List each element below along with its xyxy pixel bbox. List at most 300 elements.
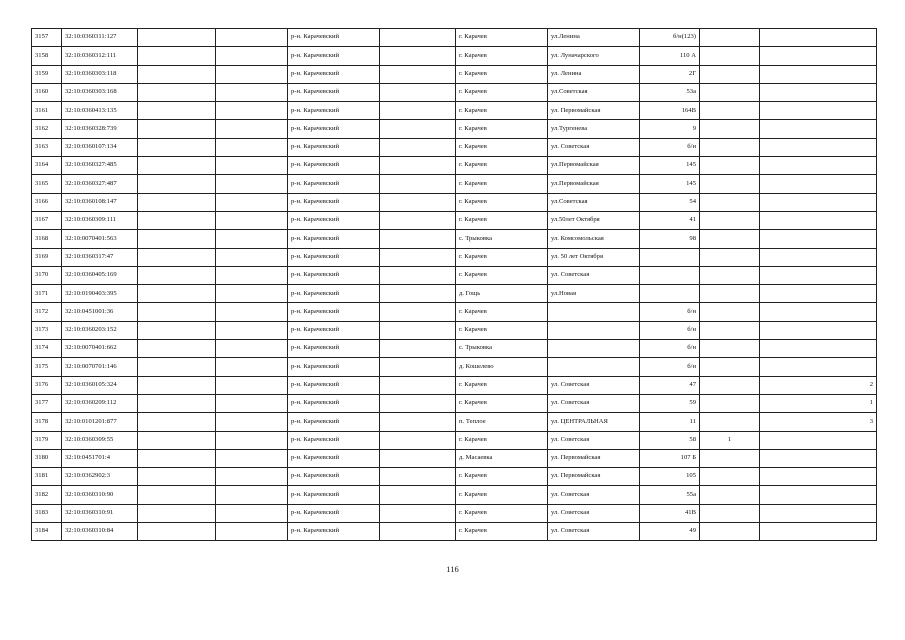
extra-col-2-cell: [760, 486, 877, 504]
table-row: [32, 449, 877, 467]
district-cell: р-н. Карачевский: [288, 65, 380, 83]
empty-col-1-cell: [138, 65, 216, 83]
row-number-cell: 3168: [32, 230, 62, 248]
street-cell: ул.Советская: [548, 83, 640, 101]
table-row: [32, 266, 877, 284]
empty-col-2-cell: [216, 394, 288, 412]
locality-cell: г. Карачев: [456, 266, 548, 284]
district-cell: р-н. Карачевский: [288, 29, 380, 47]
extra-col-1-cell: 1: [700, 431, 760, 449]
empty-col-3-cell: [380, 175, 456, 193]
empty-col-3-cell: [380, 449, 456, 467]
cadastral-number-cell: 32:10:0360203:152: [62, 321, 138, 339]
row-number-cell: 3164: [32, 157, 62, 175]
row-number-cell: 3179: [32, 431, 62, 449]
street-cell: ул.50лет Октября: [548, 211, 640, 229]
extra-col-2-cell: 2: [760, 376, 877, 394]
table-row: [32, 340, 877, 358]
house-number-cell: 54: [640, 193, 700, 211]
extra-col-2-cell: [760, 248, 877, 266]
cadastral-number-cell: 32:10:0360310:91: [62, 504, 138, 522]
extra-col-1-cell: [700, 47, 760, 65]
row-number-cell: 3181: [32, 468, 62, 486]
table-row: [32, 431, 877, 449]
empty-col-1-cell: [138, 376, 216, 394]
street-cell: ул. ЦЕНТРАЛЬНАЯ: [548, 413, 640, 431]
empty-col-3-cell: [380, 47, 456, 65]
locality-cell: г. Карачев: [456, 504, 548, 522]
locality-cell: г. Карачев: [456, 47, 548, 65]
table-row: [32, 175, 877, 193]
table-row: [32, 230, 877, 248]
district-cell: р-н. Карачевский: [288, 138, 380, 156]
district-cell: р-н. Карачевский: [288, 266, 380, 284]
cadastral-number-cell: 32:10:0070401:563: [62, 230, 138, 248]
extra-col-2-cell: [760, 29, 877, 47]
empty-col-3-cell: [380, 120, 456, 138]
house-number-cell: 49: [640, 523, 700, 541]
district-cell: р-н. Карачевский: [288, 303, 380, 321]
empty-col-3-cell: [380, 413, 456, 431]
cadastral-number-cell: 32:10:0070401:662: [62, 340, 138, 358]
cadastral-number-cell: 32:10:0451001:36: [62, 303, 138, 321]
extra-col-2-cell: [760, 211, 877, 229]
empty-col-3-cell: [380, 211, 456, 229]
district-cell: р-н. Карачевский: [288, 358, 380, 376]
house-number-cell: 11: [640, 413, 700, 431]
extra-col-1-cell: [700, 504, 760, 522]
empty-col-1-cell: [138, 468, 216, 486]
locality-cell: г. Карачев: [456, 120, 548, 138]
extra-col-2-cell: 3: [760, 413, 877, 431]
extra-col-1-cell: [700, 102, 760, 120]
table-row: [32, 29, 877, 47]
locality-cell: г. Карачев: [456, 138, 548, 156]
district-cell: р-н. Карачевский: [288, 486, 380, 504]
empty-col-1-cell: [138, 120, 216, 138]
extra-col-1-cell: [700, 230, 760, 248]
table-body: [32, 29, 877, 541]
street-cell: [548, 303, 640, 321]
extra-col-2-cell: 1: [760, 394, 877, 412]
empty-col-3-cell: [380, 65, 456, 83]
district-cell: р-н. Карачевский: [288, 230, 380, 248]
house-number-cell: 59: [640, 394, 700, 412]
locality-cell: г. Карачев: [456, 376, 548, 394]
district-cell: р-н. Карачевский: [288, 504, 380, 522]
district-cell: р-н. Карачевский: [288, 157, 380, 175]
cadastral-number-cell: 32:10:0360317:47: [62, 248, 138, 266]
street-cell: ул.Первомайская: [548, 175, 640, 193]
street-cell: [548, 340, 640, 358]
street-cell: ул. Первомайская: [548, 449, 640, 467]
empty-col-1-cell: [138, 413, 216, 431]
empty-col-2-cell: [216, 175, 288, 193]
extra-col-2-cell: [760, 83, 877, 101]
cadastral-number-cell: 32:10:0360310:90: [62, 486, 138, 504]
empty-col-1-cell: [138, 47, 216, 65]
locality-cell: г. Карачев: [456, 157, 548, 175]
table-row: [32, 321, 877, 339]
extra-col-1-cell: [700, 358, 760, 376]
district-cell: р-н. Карачевский: [288, 431, 380, 449]
street-cell: ул. Советская: [548, 138, 640, 156]
empty-col-1-cell: [138, 449, 216, 467]
empty-col-1-cell: [138, 211, 216, 229]
street-cell: ул. Первомайская: [548, 468, 640, 486]
table-row: [32, 504, 877, 522]
cadastral-number-cell: 32:10:0360105:324: [62, 376, 138, 394]
extra-col-1-cell: [700, 376, 760, 394]
extra-col-2-cell: [760, 449, 877, 467]
empty-col-2-cell: [216, 321, 288, 339]
district-cell: р-н. Карачевский: [288, 321, 380, 339]
row-number-cell: 3165: [32, 175, 62, 193]
extra-col-2-cell: [760, 102, 877, 120]
empty-col-2-cell: [216, 83, 288, 101]
extra-col-1-cell: [700, 340, 760, 358]
extra-col-2-cell: [760, 47, 877, 65]
cadastral-number-cell: 32:10:0360309:111: [62, 211, 138, 229]
empty-col-2-cell: [216, 376, 288, 394]
extra-col-1-cell: [700, 83, 760, 101]
district-cell: р-н. Карачевский: [288, 449, 380, 467]
empty-col-3-cell: [380, 248, 456, 266]
extra-col-1-cell: [700, 523, 760, 541]
table-row: [32, 65, 877, 83]
cadastral-number-cell: 32:10:0360312:111: [62, 47, 138, 65]
empty-col-3-cell: [380, 321, 456, 339]
empty-col-1-cell: [138, 102, 216, 120]
extra-col-2-cell: [760, 175, 877, 193]
district-cell: р-н. Карачевский: [288, 193, 380, 211]
house-number-cell: 41: [640, 211, 700, 229]
empty-col-3-cell: [380, 266, 456, 284]
extra-col-1-cell: [700, 157, 760, 175]
empty-col-3-cell: [380, 138, 456, 156]
cadastral-number-cell: 32:10:0360107:134: [62, 138, 138, 156]
locality-cell: г. Карачев: [456, 431, 548, 449]
empty-col-2-cell: [216, 266, 288, 284]
extra-col-1-cell: [700, 138, 760, 156]
empty-col-2-cell: [216, 211, 288, 229]
table-row: [32, 413, 877, 431]
house-number-cell: [640, 248, 700, 266]
house-number-cell: б/н: [640, 138, 700, 156]
empty-col-2-cell: [216, 413, 288, 431]
house-number-cell: б/н: [640, 358, 700, 376]
locality-cell: г. Карачев: [456, 486, 548, 504]
row-number-cell: 3162: [32, 120, 62, 138]
cadastral-number-cell: 32:10:0360309:55: [62, 431, 138, 449]
row-number-cell: 3166: [32, 193, 62, 211]
street-cell: ул.Ленина: [548, 29, 640, 47]
empty-col-1-cell: [138, 230, 216, 248]
extra-col-2-cell: [760, 523, 877, 541]
extra-col-2-cell: [760, 157, 877, 175]
extra-col-2-cell: [760, 120, 877, 138]
extra-col-1-cell: [700, 120, 760, 138]
extra-col-1-cell: [700, 321, 760, 339]
house-number-cell: 145: [640, 175, 700, 193]
empty-col-1-cell: [138, 285, 216, 303]
locality-cell: с. Трыковка: [456, 230, 548, 248]
cadastral-number-cell: 32:10:0360303:168: [62, 83, 138, 101]
table-row: [32, 468, 877, 486]
street-cell: ул.Советская: [548, 193, 640, 211]
cadastral-number-cell: 32:10:0360405:169: [62, 266, 138, 284]
empty-col-1-cell: [138, 248, 216, 266]
district-cell: р-н. Карачевский: [288, 468, 380, 486]
street-cell: [548, 358, 640, 376]
house-number-cell: 98: [640, 230, 700, 248]
empty-col-3-cell: [380, 285, 456, 303]
row-number-cell: 3178: [32, 413, 62, 431]
row-number-cell: 3163: [32, 138, 62, 156]
street-cell: ул. Комсомольская: [548, 230, 640, 248]
cadastral-number-cell: 32:10:0360328:739: [62, 120, 138, 138]
table-row: [32, 303, 877, 321]
cadastral-number-cell: 32:10:0360413:135: [62, 102, 138, 120]
cadastral-number-cell: 32:10:0360310:84: [62, 523, 138, 541]
street-cell: ул. Советская: [548, 523, 640, 541]
cadastral-number-cell: 32:10:0360209:112: [62, 394, 138, 412]
locality-cell: г. Карачев: [456, 29, 548, 47]
locality-cell: д. Гощь: [456, 285, 548, 303]
district-cell: р-н. Карачевский: [288, 248, 380, 266]
table-row: [32, 193, 877, 211]
empty-col-3-cell: [380, 303, 456, 321]
cadastral-number-cell: 32:10:0360303:118: [62, 65, 138, 83]
table-row: [32, 83, 877, 101]
house-number-cell: 55а: [640, 486, 700, 504]
empty-col-3-cell: [380, 340, 456, 358]
house-number-cell: 2Г: [640, 65, 700, 83]
empty-col-3-cell: [380, 468, 456, 486]
house-number-cell: 105: [640, 468, 700, 486]
table-row: [32, 248, 877, 266]
empty-col-2-cell: [216, 340, 288, 358]
row-number-cell: 3177: [32, 394, 62, 412]
extra-col-1-cell: [700, 285, 760, 303]
locality-cell: г. Карачев: [456, 303, 548, 321]
locality-cell: г. Карачев: [456, 248, 548, 266]
extra-col-2-cell: [760, 468, 877, 486]
empty-col-1-cell: [138, 138, 216, 156]
street-cell: ул.Тургенева: [548, 120, 640, 138]
street-cell: ул. Советская: [548, 394, 640, 412]
extra-col-2-cell: [760, 266, 877, 284]
street-cell: ул. Советская: [548, 266, 640, 284]
empty-col-1-cell: [138, 504, 216, 522]
extra-col-2-cell: [760, 138, 877, 156]
street-cell: ул. Советская: [548, 376, 640, 394]
district-cell: р-н. Карачевский: [288, 523, 380, 541]
cadastral-number-cell: 32:10:0190403:395: [62, 285, 138, 303]
empty-col-1-cell: [138, 321, 216, 339]
extra-col-2-cell: [760, 193, 877, 211]
cadastral-number-cell: 32:10:0101201:877: [62, 413, 138, 431]
extra-col-1-cell: [700, 65, 760, 83]
empty-col-3-cell: [380, 431, 456, 449]
locality-cell: г. Карачев: [456, 193, 548, 211]
empty-col-3-cell: [380, 29, 456, 47]
locality-cell: г. Карачев: [456, 102, 548, 120]
extra-col-2-cell: [760, 285, 877, 303]
empty-col-1-cell: [138, 157, 216, 175]
empty-col-1-cell: [138, 266, 216, 284]
empty-col-2-cell: [216, 285, 288, 303]
locality-cell: г. Карачев: [456, 83, 548, 101]
table-row: [32, 523, 877, 541]
empty-col-2-cell: [216, 47, 288, 65]
district-cell: р-н. Карачевский: [288, 285, 380, 303]
street-cell: ул. 50 лет Октября: [548, 248, 640, 266]
street-cell: ул. Советская: [548, 486, 640, 504]
district-cell: р-н. Карачевский: [288, 340, 380, 358]
property-register-table: [31, 28, 877, 541]
empty-col-2-cell: [216, 248, 288, 266]
house-number-cell: 164В: [640, 102, 700, 120]
house-number-cell: б/н(123): [640, 29, 700, 47]
house-number-cell: 145: [640, 157, 700, 175]
row-number-cell: 3160: [32, 83, 62, 101]
row-number-cell: 3180: [32, 449, 62, 467]
house-number-cell: 53а: [640, 83, 700, 101]
district-cell: р-н. Карачевский: [288, 175, 380, 193]
extra-col-1-cell: [700, 303, 760, 321]
locality-cell: г. Карачев: [456, 211, 548, 229]
empty-col-1-cell: [138, 358, 216, 376]
district-cell: р-н. Карачевский: [288, 211, 380, 229]
empty-col-1-cell: [138, 303, 216, 321]
empty-col-3-cell: [380, 358, 456, 376]
extra-col-1-cell: [700, 413, 760, 431]
row-number-cell: 3167: [32, 211, 62, 229]
house-number-cell: 58: [640, 431, 700, 449]
district-cell: р-н. Карачевский: [288, 47, 380, 65]
empty-col-3-cell: [380, 157, 456, 175]
row-number-cell: 3170: [32, 266, 62, 284]
row-number-cell: 3182: [32, 486, 62, 504]
locality-cell: г. Карачев: [456, 65, 548, 83]
locality-cell: д. Масаевка: [456, 449, 548, 467]
empty-col-2-cell: [216, 504, 288, 522]
empty-col-2-cell: [216, 65, 288, 83]
empty-col-2-cell: [216, 102, 288, 120]
extra-col-2-cell: [760, 303, 877, 321]
extra-col-1-cell: [700, 193, 760, 211]
row-number-cell: 3157: [32, 29, 62, 47]
cadastral-number-cell: 32:10:0360311:127: [62, 29, 138, 47]
district-cell: р-н. Карачевский: [288, 83, 380, 101]
street-cell: ул. Советская: [548, 431, 640, 449]
empty-col-3-cell: [380, 230, 456, 248]
locality-cell: г. Карачев: [456, 523, 548, 541]
table-row: [32, 120, 877, 138]
row-number-cell: 3172: [32, 303, 62, 321]
house-number-cell: 41В: [640, 504, 700, 522]
house-number-cell: [640, 285, 700, 303]
empty-col-2-cell: [216, 468, 288, 486]
empty-col-1-cell: [138, 523, 216, 541]
extra-col-2-cell: [760, 230, 877, 248]
empty-col-2-cell: [216, 449, 288, 467]
empty-col-1-cell: [138, 394, 216, 412]
empty-col-2-cell: [216, 303, 288, 321]
table-row: [32, 47, 877, 65]
cadastral-number-cell: 32:10:0360108:147: [62, 193, 138, 211]
locality-cell: г. Карачев: [456, 175, 548, 193]
row-number-cell: 3173: [32, 321, 62, 339]
house-number-cell: [640, 266, 700, 284]
table-row: [32, 285, 877, 303]
street-cell: ул. Первомайская: [548, 102, 640, 120]
extra-col-1-cell: [700, 266, 760, 284]
house-number-cell: б/н: [640, 321, 700, 339]
empty-col-1-cell: [138, 193, 216, 211]
district-cell: р-н. Карачевский: [288, 102, 380, 120]
extra-col-2-cell: [760, 65, 877, 83]
street-cell: ул.Новая: [548, 285, 640, 303]
house-number-cell: 47: [640, 376, 700, 394]
empty-col-3-cell: [380, 83, 456, 101]
empty-col-1-cell: [138, 340, 216, 358]
extra-col-2-cell: [760, 340, 877, 358]
district-cell: р-н. Карачевский: [288, 120, 380, 138]
locality-cell: г. Карачев: [456, 394, 548, 412]
extra-col-2-cell: [760, 321, 877, 339]
street-cell: ул. Луначарского: [548, 47, 640, 65]
district-cell: р-н. Карачевский: [288, 413, 380, 431]
row-number-cell: 3169: [32, 248, 62, 266]
district-cell: р-н. Карачевский: [288, 394, 380, 412]
row-number-cell: 3158: [32, 47, 62, 65]
table-row: [32, 486, 877, 504]
extra-col-2-cell: [760, 431, 877, 449]
empty-col-3-cell: [380, 394, 456, 412]
table-row: [32, 102, 877, 120]
empty-col-2-cell: [216, 29, 288, 47]
empty-col-2-cell: [216, 523, 288, 541]
cadastral-number-cell: 32:10:0360327:487: [62, 175, 138, 193]
extra-col-1-cell: [700, 29, 760, 47]
row-number-cell: 3176: [32, 376, 62, 394]
cadastral-number-cell: 32:10:0360327:485: [62, 157, 138, 175]
empty-col-1-cell: [138, 29, 216, 47]
table-row: [32, 358, 877, 376]
table-row: [32, 211, 877, 229]
empty-col-2-cell: [216, 358, 288, 376]
locality-cell: г. Карачев: [456, 468, 548, 486]
house-number-cell: б/н: [640, 303, 700, 321]
locality-cell: г. Карачев: [456, 321, 548, 339]
extra-col-1-cell: [700, 175, 760, 193]
empty-col-3-cell: [380, 376, 456, 394]
empty-col-3-cell: [380, 193, 456, 211]
extra-col-2-cell: [760, 358, 877, 376]
row-number-cell: 3161: [32, 102, 62, 120]
cadastral-number-cell: 32:10:0070701:146: [62, 358, 138, 376]
empty-col-1-cell: [138, 175, 216, 193]
locality-cell: д. Кошелево: [456, 358, 548, 376]
empty-col-2-cell: [216, 431, 288, 449]
empty-col-1-cell: [138, 83, 216, 101]
row-number-cell: 3171: [32, 285, 62, 303]
table-row: [32, 394, 877, 412]
table-row: [32, 157, 877, 175]
row-number-cell: 3175: [32, 358, 62, 376]
